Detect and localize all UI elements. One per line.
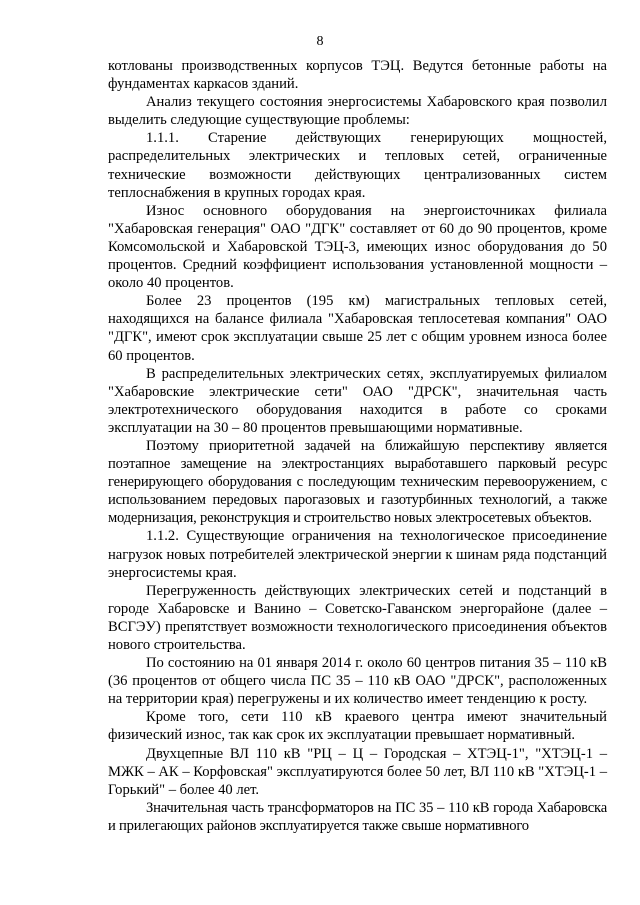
document-body [108, 57, 607, 835]
paragraph-power-centers: По состоянию на 01 января 2014 г. около 60 центров питания 35 – 110 кВ (36 процентов от общего числа ПС 35 – 110 кВ ОАО "ДРСК", расположенных на территории края) перегружены и их количество имеет тенденцию к росту. [108, 655, 607, 708]
paragraph-problem-1-1-1: 1.1.1. Старение действующих генерирующих мощностей, распределительных электрических и тепловых сетей, ограниченные технические возможности действующих централизованных систем теплоснабжения в крупных городах края. [108, 130, 607, 201]
paragraph-110kv-wear: Кроме того, сети 110 кВ краевого центра имеют значительный физический износ, так как срок их эксплуатации превышает нормативный. [108, 709, 607, 744]
paragraph-continuation: котлованы производственных корпусов ТЭЦ. Ведутся бетонные работы на фундаментах каркасов зданий. [108, 58, 607, 93]
paragraph-analysis-intro: Анализ текущего состояния энергосистемы Хабаровского края позволил выделить следующие существующие проблемы: [108, 94, 607, 129]
paragraph-overload: Перегруженность действующих электрических сетей и подстанций в городе Хабаровске и Ванино – Советско-Гаванском энергорайоне (далее – ВСГЭУ) препятствует возможности технологического присоединения объектов нового строительства. [108, 582, 607, 653]
paragraph-distribution-networks: В распределительных электрических сетях, эксплуатируемых филиалом "Хабаровские электрические сети" ОАО "ДРСК", значительная часть электротехнического оборудования находится в работе со сроками эксплуатации на 30 – 80 процентов превышающими нормативные. [108, 365, 607, 436]
paragraph-transformers: Значительная часть трансформаторов на ПС 35 – 110 кВ города Хабаровска и прилегающих районов эксплуатируется также свыше нормативного [108, 799, 607, 834]
paragraph-priority-task: Поэтому приоритетной задачей на ближайшую перспективу является поэтапное замещение на электростанциях выработавшего парковый ресурс генерирующего оборудования с последующим техническим перевооружением, с использованием передовых парогазовых и газотурбинных технологий, а также модернизация, реконструкция и строительство новых электросетевых объектов. [108, 437, 607, 527]
page-number: 8 [316, 34, 324, 49]
paragraph-problem-1-1-2: 1.1.2. Существующие ограничения на технологическое присоединение нагрузок новых потребителей электрической энергии к шинам ряда подстанций энергосистемы края. [108, 528, 607, 581]
paragraph-generation-wear: Износ основного оборудования на энергоисточниках филиала "Хабаровская генерация" ОАО "ДГК" составляет от 60 до 90 процентов, кроме Комсомольской и Хабаровской ТЭЦ-3, имеющих износ оборудования до 50 процентов. Средний коэффициент использования установленной мощности – около 40 процентов. [108, 202, 607, 292]
paragraph-double-circuit-lines: Двухцепные ВЛ 110 кВ "РЦ – Ц – Городская – ХТЭЦ-1", "ХТЭЦ-1 – МЖК – АК – Корфовская" эксплуатируются более 50 лет, ВЛ 110 кВ "ХТЭЦ-1 – Горький" – более 40 лет. [108, 745, 607, 798]
paragraph-heat-networks: Более 23 процентов (195 км) магистральных тепловых сетей, находящихся на балансе филиала "Хабаровская теплосетевая компания" ОАО "ДГК", имеют срок эксплуатации свыше 25 лет с общим уровнем износа более 60 процентов. [108, 293, 607, 364]
